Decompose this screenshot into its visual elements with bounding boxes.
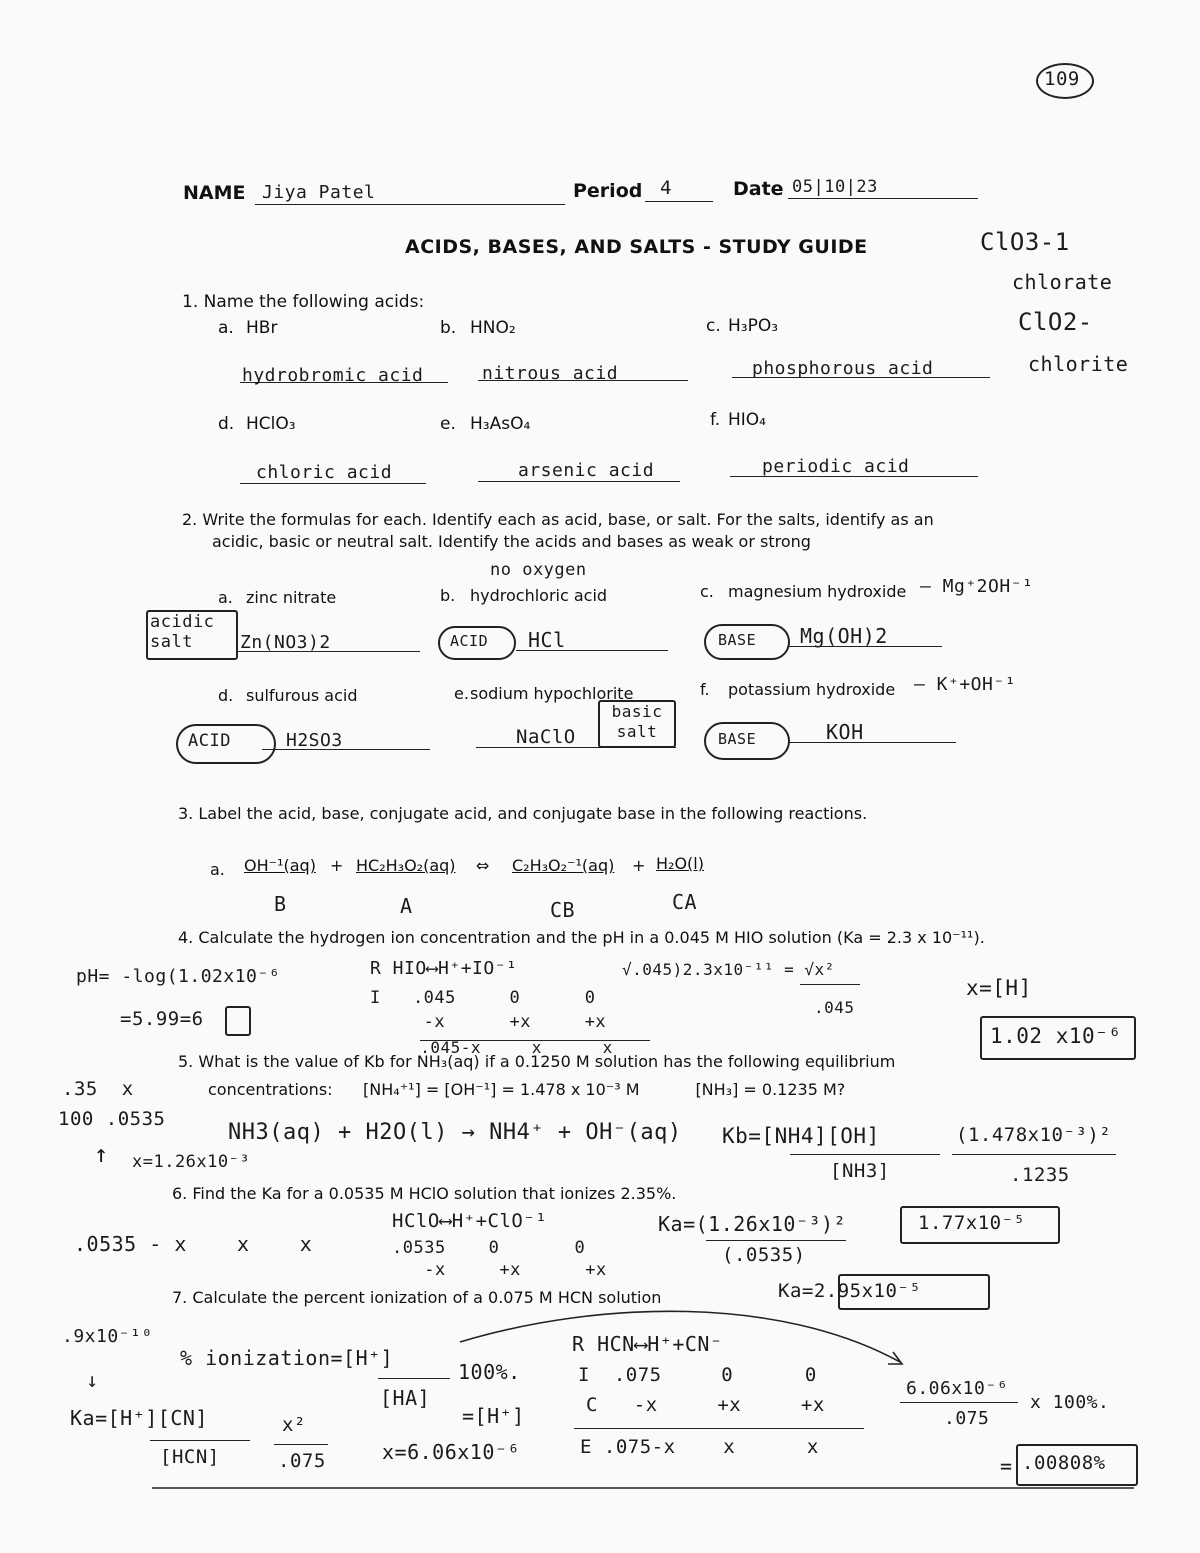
q5-kb-num: (1.478x10⁻³)²	[956, 1124, 1112, 1146]
q1-answer-f: periodic acid	[762, 456, 910, 477]
q2-answer-c: Mg(OH)2	[800, 624, 888, 648]
period-line	[645, 201, 713, 202]
name-label: NAME	[183, 182, 246, 204]
q7-x-squared: x²	[282, 1414, 306, 1436]
q6-row-left: .0535 - x x x	[74, 1232, 313, 1256]
q7-pct-100: 100%.	[458, 1360, 521, 1384]
q7-ice-c: C -x +x +x	[586, 1394, 825, 1416]
q1-letter-e: e.	[440, 414, 456, 434]
name-value: Jiya Patel	[262, 182, 376, 203]
date-label: Date	[733, 178, 784, 200]
q5-prompt-line1: 5. What is the value of Kb for NH₃(aq) if a 0.1250 M solution has the following equilibrium	[178, 1052, 896, 1071]
q4-ph-answer-box	[225, 1006, 251, 1036]
q2-tag-f: BASE	[718, 730, 757, 748]
q6-prompt: 6. Find the Ka for a 0.0535 M HClO solution that ionizes 2.35%.	[172, 1184, 677, 1203]
q3-op-1: +	[330, 856, 344, 875]
q3-label-4: CA	[672, 890, 698, 914]
q2-letter-b: b.	[440, 586, 456, 605]
q3-op-2: ⇔	[476, 856, 490, 875]
period-label: Period	[573, 180, 643, 202]
q4-sqrt-den: .045	[814, 998, 855, 1017]
q2-name-b: hydrochloric acid	[470, 586, 608, 605]
q3-prompt: 3. Label the acid, base, conjugate acid, and conjugate base in the following reactions.	[178, 804, 868, 823]
q1-answer-c: phosphorous acid	[752, 358, 934, 379]
q2-prompt-line1: 2. Write the formulas for each. Identify each as acid, base, or salt. For the salts, identify as an	[182, 510, 934, 529]
q7-ice-rule	[574, 1428, 864, 1429]
q2-name-f: potassium hydroxide	[728, 680, 896, 699]
page-title: ACIDS, BASES, AND SALTS - STUDY GUIDE	[405, 236, 868, 258]
q1-formula-b: HNO₂	[470, 318, 516, 338]
q7-x2-rule	[274, 1444, 328, 1445]
q6-ka-final: Ka=2.95x10⁻⁵	[778, 1280, 922, 1302]
q6-change: -x +x +x	[392, 1260, 607, 1280]
q4-ice-i: I .045 0 0	[370, 988, 596, 1008]
q1-formula-f: HIO₄	[728, 410, 766, 430]
q6-answer: 1.77x10⁻⁵	[918, 1212, 1026, 1234]
q1-line-e	[478, 481, 680, 482]
q7-calc-rule	[900, 1402, 1018, 1403]
q1-letter-a: a.	[218, 318, 234, 338]
q7-x-value: x=6.06x10⁻⁶	[382, 1440, 520, 1464]
q1-line-d	[240, 483, 426, 484]
q5-up-arrow: ↑	[94, 1140, 109, 1168]
q4-prompt: 4. Calculate the hydrogen ion concentration and the pH in a 0.045 M HIO solution (Ka = 2.3 x 10⁻¹¹).	[178, 928, 985, 947]
margin-note-chlorite-formula: ClO2-	[1018, 308, 1093, 336]
q7-pct-rule	[378, 1378, 450, 1379]
q5-prompt-line2: concentrations: [NH₄⁺¹] = [OH⁻¹] = 1.478 x 10⁻³ M [NH₃] = 0.1235 M?	[208, 1080, 846, 1099]
q2-letter-c: c.	[700, 582, 714, 601]
q7-ka-rule	[150, 1440, 250, 1441]
margin-note-chlorate-formula: ClO3-1	[980, 228, 1070, 256]
q2-name-e: sodium hypochlorite	[470, 684, 634, 703]
q2-tag-b: ACID	[450, 632, 489, 650]
q7-ice-r: R HCN⟷H⁺+CN⁻	[572, 1332, 723, 1356]
date-value: 05|10|23	[792, 177, 878, 197]
q3-op-3: +	[632, 856, 646, 875]
q5-kb-den: [NH3]	[830, 1160, 890, 1182]
q3-term-1: OH⁻¹(aq)	[244, 856, 316, 875]
q5-kb-rule	[790, 1154, 940, 1155]
q7-eq-sign: =	[1000, 1454, 1013, 1478]
q3-label-3: CB	[550, 898, 576, 922]
q2-answer-b: HCl	[528, 628, 566, 652]
date-line	[788, 198, 978, 199]
q7-ice-i: I .075 0 0	[578, 1364, 817, 1386]
q7-ice-e: E .075-x x x	[580, 1436, 819, 1458]
q2-letter-f: f.	[700, 680, 710, 699]
q2-letter-e: e.	[454, 684, 469, 703]
q2-tag-a: acidic salt	[150, 612, 215, 652]
margin-note-chlorite: chlorite	[1028, 352, 1129, 376]
q1-answer-a: hydrobromic acid	[242, 365, 424, 386]
q2-tag-e: basic salt	[611, 702, 663, 741]
q7-answer: .00808%	[1022, 1452, 1106, 1474]
q2-name-d: sulfurous acid	[246, 686, 358, 705]
q1-letter-d: d.	[218, 414, 235, 434]
q1-answer-e: arsenic acid	[518, 460, 655, 481]
q3-term-4: H₂O(l)	[656, 854, 704, 873]
q1-formula-c: H₃PO₃	[728, 316, 779, 336]
q3-term-2: HC₂H₃O₂(aq)	[356, 856, 456, 875]
q2-letter-d: d.	[218, 686, 234, 705]
q1-formula-a: HBr	[246, 318, 278, 338]
q2-tag-d: ACID	[188, 731, 231, 751]
q2-side-c: — Mg⁺2OH⁻¹	[920, 576, 1034, 597]
q5-kb-expr: Kb=[NH4][OH]	[722, 1124, 880, 1148]
period-value: 4	[660, 177, 672, 199]
q7-pct-expr: % ionization=[H⁺]	[180, 1346, 394, 1370]
q2-side-f: — K⁺+OH⁻¹	[914, 674, 1017, 695]
q6-init: .0535 0 0	[392, 1238, 586, 1258]
q4-ph-line1: pH= -log(1.02x10⁻⁶	[76, 966, 281, 987]
q2-note-no-oxygen: no oxygen	[490, 560, 587, 580]
q2-answer-d: H2SO3	[286, 730, 343, 751]
q7-arrow: ↓	[86, 1368, 99, 1392]
q7-den-075: .075	[278, 1450, 326, 1472]
q4-answer: 1.02 x10⁻⁶	[990, 1024, 1122, 1048]
q7-calc-mult: x 100%.	[1030, 1392, 1110, 1413]
q1-prompt: 1. Name the following acids:	[182, 292, 425, 312]
q7-ka-den: [HCN]	[160, 1446, 220, 1468]
q1-answer-d: chloric acid	[256, 462, 393, 483]
q6-ka-den: (.0535)	[722, 1244, 806, 1266]
q3-label-1: B	[274, 892, 287, 916]
q5-frac-left2: 100 .0535	[58, 1108, 166, 1130]
q7-calc-den: .075	[944, 1408, 990, 1429]
q2-letter-a: a.	[218, 588, 233, 607]
q1-letter-f: f.	[710, 410, 721, 430]
q7-eq-h: =[H⁺]	[462, 1404, 525, 1428]
q5-kb-den2: .1235	[1010, 1164, 1070, 1186]
q7-ka-expr: Ka=[H⁺][CN]	[70, 1406, 208, 1430]
q2-name-c: magnesium hydroxide	[728, 582, 907, 601]
q4-sqrt: √.045)2.3x10⁻¹¹ = √x²	[622, 960, 835, 979]
q2-line-f	[788, 742, 956, 743]
q6-ka-rule	[706, 1240, 846, 1241]
q5-frac-left: .35 x	[62, 1078, 134, 1100]
q1-letter-c: c.	[706, 316, 721, 336]
q4-ice-c: -x +x +x	[370, 1012, 607, 1032]
q7-pct-den: [HA]	[380, 1386, 431, 1410]
q4-ice-e: .045-x x x	[400, 1038, 613, 1057]
q1-formula-e: H₃AsO₄	[470, 414, 531, 434]
q7-prompt: 7. Calculate the percent ionization of a 0.075 M HCN solution	[172, 1288, 662, 1307]
q3-term-3: C₂H₃O₂⁻¹(aq)	[512, 856, 615, 875]
q2-name-a: zinc nitrate	[246, 588, 337, 607]
q5-reaction: NH3(aq) + H2O(l) → NH4⁺ + OH⁻(aq)	[228, 1120, 682, 1145]
q7-ka-side: .9x10⁻¹⁰	[62, 1326, 153, 1347]
margin-note-chlorate: chlorate	[1012, 270, 1113, 294]
q1-formula-d: HClO₃	[246, 414, 296, 434]
name-line	[255, 204, 565, 205]
q1-letter-b: b.	[440, 318, 457, 338]
q5-kb-rule2	[952, 1154, 1116, 1155]
q7-calc-num: 6.06x10⁻⁶	[906, 1378, 1009, 1399]
page-number: 109	[1044, 68, 1080, 90]
q5-x-value: x=1.26x10⁻³	[132, 1152, 251, 1172]
q3-letter: a.	[210, 860, 225, 879]
q4-ice-r: R HIO⟷H⁺+IO⁻¹	[370, 958, 518, 979]
q2-answer-f: KOH	[826, 720, 864, 744]
q6-eq: HClO⟷H⁺+ClO⁻¹	[392, 1210, 548, 1232]
q4-sqrt-rule	[800, 984, 860, 985]
q6-ka-expr: Ka=(1.26x10⁻³)²	[658, 1212, 847, 1236]
q3-label-2: A	[400, 894, 413, 918]
q4-ph-line2: =5.99=6	[120, 1008, 204, 1030]
q4-x-eq: x=[H]	[966, 976, 1032, 1000]
q2-answer-a: Zn(NO3)2	[240, 632, 331, 653]
q2-prompt-line2: acidic, basic or neutral salt. Identify the acids and bases as weak or strong	[212, 532, 811, 551]
q1-answer-b: nitrous acid	[482, 363, 619, 384]
q2-answer-e: NaClO	[516, 726, 576, 748]
q2-tag-c: BASE	[718, 631, 757, 649]
